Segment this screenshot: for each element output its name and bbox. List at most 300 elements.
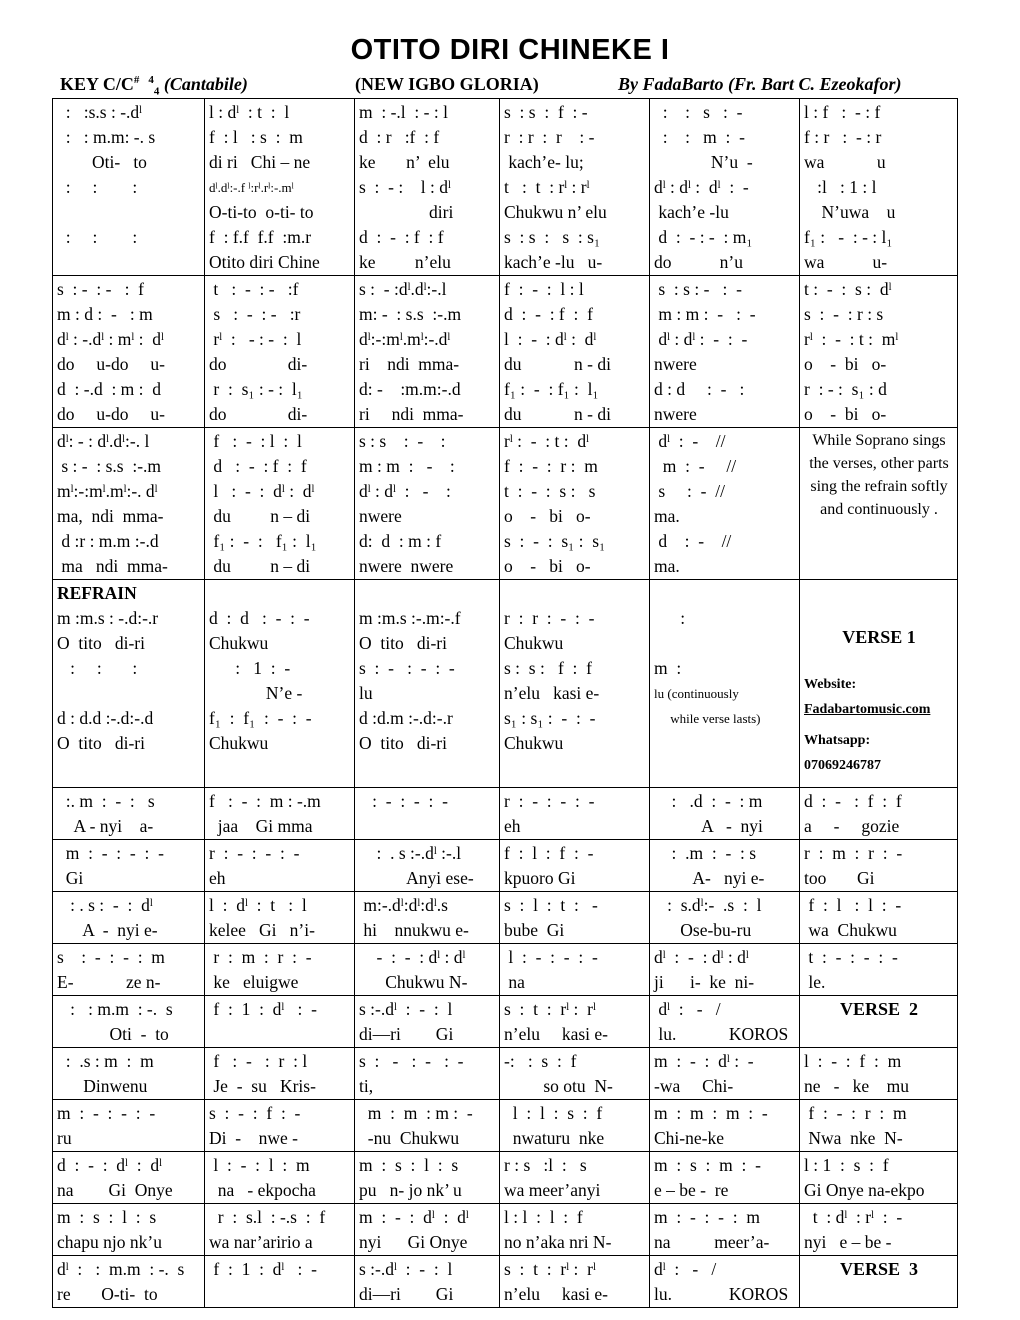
cell-line: m : s : l : s [57, 1207, 157, 1227]
cell-line [804, 1282, 954, 1307]
cell-line: na [504, 972, 525, 992]
verse-label: VERSE 3 [839, 1259, 919, 1279]
cell-line: O-ti-to o-ti- to [209, 202, 314, 222]
score-cell [500, 996, 650, 1048]
cell-line: m: - : s.s :-.m [359, 304, 462, 324]
score-cell [355, 1048, 500, 1100]
cell-line: f : - : r : m [504, 456, 598, 476]
score-row [53, 996, 958, 1048]
cell-line: kach’e- lu; [504, 152, 584, 172]
score-cell [355, 840, 500, 892]
website-link: Fadabartomusic.com [804, 702, 931, 717]
score-cell [355, 1100, 500, 1152]
cell-line: n’elu kasi e- [504, 1024, 608, 1044]
cell-line: wa nar’aririo a [209, 1232, 313, 1252]
score-cell [800, 788, 958, 840]
cell-line: f₁ : - : - : l₁ [804, 227, 893, 247]
cell-line: : . s : - : dˡ [57, 895, 153, 915]
score-cell [650, 1256, 800, 1308]
cell-line: o - bi o- [504, 556, 591, 576]
cell-line [804, 600, 954, 625]
cell-line: s : s : f : - [504, 102, 588, 122]
cell-line [654, 731, 796, 756]
cell-line: l : 1 : s : f [804, 1155, 889, 1175]
cell-line: Nwa nke N- [804, 1128, 903, 1148]
cell-line: kpuoro Gi [504, 868, 576, 888]
score-cell [800, 1256, 958, 1308]
cell-line [804, 1022, 954, 1047]
cell-line: N’e - [209, 683, 303, 703]
cell-line: o - bi o- [804, 404, 887, 424]
cell-line: re O-ti- to [57, 1284, 158, 1304]
score-cell [650, 1100, 800, 1152]
cell-line: ti, [359, 1076, 374, 1096]
contact-info: Whatsapp: [804, 733, 871, 748]
cell-line: wa Chukwu [804, 920, 897, 940]
cell-line: l : l : l : f [504, 1207, 583, 1227]
cell-line: f : l : l : - [804, 895, 902, 915]
cell-line: O tito di-ri [359, 633, 447, 653]
score-row [53, 580, 958, 788]
refrain-label: REFRAIN [57, 583, 137, 603]
cell-line: d : - // [654, 531, 732, 551]
cell-line: m : - : - : - [57, 1103, 156, 1123]
cell-line: s : - : - : m [57, 947, 165, 967]
cell-line: dˡ : dˡ : - : - [654, 329, 748, 349]
cell-line: d : r :f : f [359, 127, 440, 147]
cell-line: m : m : m : - [654, 1103, 768, 1123]
cell-line: t : - : s : dˡ [804, 279, 892, 299]
score-cell [500, 944, 650, 996]
cell-line: l : l : s : f [504, 1103, 603, 1123]
cell-line: chapu njo nk’u [57, 1232, 162, 1252]
score-cell [355, 996, 500, 1048]
score-cell [355, 1152, 500, 1204]
cell-line: d : -.d : m : d [57, 379, 162, 399]
score-cell [500, 892, 650, 944]
score-cell [650, 944, 800, 996]
score-cell [500, 1256, 650, 1308]
cell-line: ri ndi mma- [359, 354, 460, 374]
score-row [53, 99, 958, 276]
cell-line: A - nyi [654, 816, 763, 836]
cell-line: eh [209, 868, 226, 888]
cell-line: ji i- ke ni- [654, 972, 755, 992]
score-cell [500, 99, 650, 276]
cell-line: f : l : f : - [504, 843, 594, 863]
score-cell [650, 1048, 800, 1100]
cell-line: jaa Gi mma [209, 816, 313, 836]
score-cell [650, 892, 800, 944]
cell-line: : . s :-.dˡ :-.l [359, 843, 462, 863]
cell-line: n’elu kasi e- [504, 683, 600, 703]
cell-line: d : - : dˡ : dˡ [57, 1155, 162, 1175]
cell-line: lu. KOROS [654, 1284, 789, 1304]
cell-line: dˡ : dˡ : - : [359, 481, 451, 501]
cell-line: f : 1 : dˡ : - [209, 999, 317, 1019]
cell-line: ke eluigwe [209, 972, 299, 992]
score-cell [650, 99, 800, 276]
cell-line: f : 1 : dˡ : - [209, 1259, 317, 1279]
score-cell [500, 840, 650, 892]
verse-label: VERSE 1 [842, 627, 916, 647]
cell-line: r : s.l : -.s : f [209, 1207, 326, 1227]
cell-line: while verse lasts) [654, 711, 761, 726]
cell-line: wa u- [804, 252, 888, 272]
score-row [53, 840, 958, 892]
cell-line: du n – di [209, 556, 311, 576]
cell-line: m : d : - : m [57, 304, 153, 324]
cell-line [209, 581, 351, 606]
cell-line: nwere nwere [359, 556, 454, 576]
cell-line: Dinwenu [57, 1076, 148, 1096]
cell-line: : : m.m : -. s [57, 999, 173, 1019]
cell-line: r : r : - : - [504, 608, 595, 628]
cell-line: nwere [359, 506, 402, 526]
cell-line: A - nyi a- [57, 816, 154, 836]
cell-line: kelee Gi n’i- [209, 920, 315, 940]
score-cell [205, 1152, 355, 1204]
cell-line: f : - : r : l [209, 1051, 308, 1071]
score-cell [800, 892, 958, 944]
cell-line: Oti - to [57, 1024, 169, 1044]
cell-line: f : - : r : m [804, 1103, 907, 1123]
contact-info: 07069246787 [804, 758, 881, 773]
time-top: 4 [148, 74, 154, 86]
score-cell [650, 840, 800, 892]
score-cell [355, 428, 500, 580]
cell-line: A - nyi e- [57, 920, 158, 940]
score-cell [800, 1048, 958, 1100]
composer-credit: By FadaBarto (Fr. Bart C. Ezeokafor) [618, 74, 902, 94]
cell-line: kach’e -lu u- [504, 252, 603, 272]
score-cell [500, 1100, 650, 1152]
cell-line: nwere [654, 354, 697, 374]
score-cell [650, 580, 800, 788]
cell-line: Di - nwe - [209, 1128, 298, 1148]
cell-line: O tito di-ri [359, 733, 447, 753]
score-cell [500, 276, 650, 428]
score-cell [355, 788, 500, 840]
score-row [53, 276, 958, 428]
cell-line: ne - ke mu [804, 1076, 909, 1096]
cell-line: dˡ : - / [654, 1259, 717, 1279]
cell-line: d: - :m.m:-.d [359, 379, 461, 399]
cell-line: lu. KOROS [654, 1024, 789, 1044]
cell-line: l : dˡ : t : l [209, 102, 290, 122]
score-cell [500, 1152, 650, 1204]
cell-line: do u-do u- [57, 404, 165, 424]
cell-line: lu [359, 683, 373, 703]
cell-line: Chukwu [504, 733, 564, 753]
score-cell [500, 1048, 650, 1100]
cell-line: s : - : - : - [359, 1051, 464, 1071]
cell-line: nyi e – be - [804, 1232, 892, 1252]
score-cell [53, 996, 205, 1048]
cell-line: Otito diri Chine [209, 252, 320, 272]
cell-line: f : - : l : l [504, 279, 584, 299]
cell-line: so otu N- [504, 1076, 613, 1096]
score-row [53, 1100, 958, 1152]
cell-line: N’uwa u [804, 202, 896, 222]
cell-line: t : dˡ : rˡ : - [804, 1207, 903, 1227]
cell-line: s : - : r : s [804, 304, 884, 324]
cell-line: m : - : dˡ : - [654, 1051, 754, 1071]
cell-line: m : s : l : s [359, 1155, 459, 1175]
score-row [53, 944, 958, 996]
contact-info: Website: [804, 677, 857, 692]
score-row [53, 1256, 958, 1308]
score-cell [53, 944, 205, 996]
score-cell [355, 276, 500, 428]
score-cell [205, 840, 355, 892]
cell-line: s :-.dˡ : - : l [359, 999, 453, 1019]
cell-line: : : m.m: -. s [57, 127, 156, 147]
cell-line: d : - : f : f [804, 791, 902, 811]
cell-line: l : - : l : m [209, 1155, 310, 1175]
cell-line: l : - : - : - [504, 947, 598, 967]
cell-line [654, 581, 796, 606]
cell-line: m : s : m : - [654, 1155, 761, 1175]
cell-line: hi nnukwu e- [359, 920, 469, 940]
cell-line: na meer’a- [654, 1232, 770, 1252]
score-row [53, 1152, 958, 1204]
cell-line: s :-.dˡ : - : l [359, 1259, 453, 1279]
cell-line: r : s₁ : - : l₁ [209, 379, 303, 399]
score-cell [800, 428, 958, 580]
cell-line: m : - : - : m [654, 1207, 760, 1227]
cell-line: ke n’elu [359, 252, 451, 272]
cell-line: Chukwu [209, 733, 269, 753]
cell-line: s : - : f : - [209, 1103, 301, 1123]
cell-line: nwaturu nke [504, 1128, 605, 1148]
cell-line: s : l : t : - [504, 895, 598, 915]
cell-line: : : m : - [654, 127, 745, 147]
cell-line: a - gozie [804, 816, 900, 836]
cell-line [57, 681, 201, 706]
cell-line: s : s : - : [359, 431, 446, 451]
cell-line: dˡ : : m.m : -. s [57, 1259, 185, 1279]
cell-line: s : - : l : dˡ [359, 177, 451, 197]
cell-line: s : - : s₁ : s₁ [504, 531, 606, 551]
cell-line: dˡ:-:mˡ.mˡ:-.dˡ [359, 329, 451, 349]
cell-line: dˡ : -.dˡ : mˡ : dˡ [57, 329, 164, 349]
cell-line: t : - : s : s [504, 481, 596, 501]
cell-line: do u-do u- [57, 354, 165, 374]
cell-line: d : - : f : f [209, 456, 307, 476]
cell-line: du n – di [209, 506, 311, 526]
cell-line [209, 1022, 351, 1047]
time-bottom: 4 [153, 85, 160, 98]
cell-line: e – be - re [654, 1180, 729, 1200]
cell-line: : .d : - : m [654, 791, 763, 811]
cell-line: d : - : f : f [504, 304, 593, 324]
cell-line: O tito di-ri [57, 733, 145, 753]
cell-line: ri ndi mma- [359, 404, 464, 424]
cell-line: di ri Chi – ne [209, 152, 311, 172]
cell-line: s : - : - : f [57, 279, 145, 299]
score-cell [650, 1152, 800, 1204]
cell-line: ma. [654, 556, 680, 576]
cell-line: f₁ : f₁ : - : - [209, 708, 312, 728]
score-cell [53, 580, 205, 788]
cell-line: na - ekpocha [209, 1180, 316, 1200]
cell-line: s : s : - : - [654, 279, 742, 299]
score-cell [205, 788, 355, 840]
cell-line: do di- [209, 354, 308, 374]
cell-line: dˡ: - : dˡ.dˡ:-. l [57, 431, 150, 451]
cell-line: E- ze n- [57, 972, 161, 992]
cell-line: t : - : - : - [804, 947, 898, 967]
cell-line: nyi Gi Onye [359, 1232, 468, 1252]
performance-note: While Soprano sings the verses, other parts sing the refrain softly and continuously . [809, 432, 949, 518]
score-cell [205, 1204, 355, 1256]
score-cell [650, 788, 800, 840]
cell-line: eh [504, 816, 521, 836]
score-cell [205, 276, 355, 428]
cell-line: d :d.m :-.d:-.r [359, 708, 453, 728]
cell-line: :l : 1 : l [804, 177, 877, 197]
score-cell [355, 1256, 500, 1308]
score-cell [650, 996, 800, 1048]
cell-line: d: d : m : f [359, 531, 442, 551]
cell-line: rˡ : - : t : dˡ [504, 431, 590, 451]
cell-line: N’u - [654, 152, 753, 172]
tonic-solfa-score [52, 98, 958, 1308]
cell-line: m:-.dˡ:dˡ:dˡ.s [359, 895, 448, 915]
cell-line: dˡ : - : dˡ : dˡ [654, 947, 749, 967]
cell-line: Gi [57, 868, 84, 888]
cell-line: d : - : - : m₁ [654, 227, 753, 247]
cell-line: diri [359, 202, 454, 222]
cell-line: na Gi Onye [57, 1180, 173, 1200]
cell-line [359, 581, 496, 606]
cell-line: do di- [209, 404, 308, 424]
score-cell [500, 1204, 650, 1256]
cell-line: m : - // [654, 456, 737, 476]
key-signature [60, 74, 248, 98]
cell-line: m :m.s : -.d:-.r [57, 608, 159, 628]
score-cell [205, 580, 355, 788]
score-cell [355, 944, 500, 996]
key-label: KEY C/C [60, 74, 134, 94]
cell-line: s : - :dˡ.dˡ:-.l [359, 279, 447, 299]
score-cell [800, 276, 958, 428]
cell-line: no n’aka nri N- [504, 1232, 612, 1252]
cell-line: m : m : - : [359, 456, 455, 476]
score-cell [205, 1256, 355, 1308]
cell-line: r : - : s₁ : d [804, 379, 887, 399]
cell-line: f : f.f f.f :m.r [209, 227, 312, 247]
score-cell [53, 1048, 205, 1100]
cell-line: l : - : f : m [804, 1051, 902, 1071]
cell-line: Anyi ese- [359, 868, 474, 888]
cell-line: d : d : - : [654, 379, 745, 399]
cell-line: : : : [57, 177, 138, 197]
score-cell [53, 788, 205, 840]
score-cell [800, 1100, 958, 1152]
score-cell [53, 1100, 205, 1152]
cell-line: : : : [57, 227, 138, 247]
score-cell [500, 580, 650, 788]
cell-line: m : -.l : - : l [359, 102, 448, 122]
cell-line: l : - : dˡ : dˡ [209, 481, 315, 501]
cell-line: s : - : - : - [359, 658, 455, 678]
cell-line: O tito di-ri [57, 633, 145, 653]
cell-line [209, 1282, 351, 1307]
cell-line: : 1 : - [209, 658, 291, 678]
cell-line: Je - su Kris- [209, 1076, 316, 1096]
cell-line: rˡ : - : - : l [209, 329, 302, 349]
cell-line: rˡ : - : t : mˡ [804, 329, 899, 349]
cell-line: s : s : s : s₁ [504, 227, 601, 247]
cell-line [504, 581, 646, 606]
cell-line: Oti- to [57, 152, 147, 172]
cell-line: Chukwu N- [359, 972, 468, 992]
cell-line: r : - : - : - [209, 843, 300, 863]
score-row [53, 428, 958, 580]
score-cell [53, 99, 205, 276]
cell-line: : - : - : - [359, 791, 448, 811]
cell-line: m : m : - : - [654, 304, 756, 324]
score-cell [355, 99, 500, 276]
cell-line: r : - : - : - [504, 791, 595, 811]
score-cell [53, 276, 205, 428]
score-cell [800, 1152, 958, 1204]
score-cell [800, 944, 958, 996]
cell-line: lu (continuously [654, 686, 739, 701]
cell-line: : s.dˡ:- .s : l [654, 895, 762, 915]
cell-line: ma ndi mma- [57, 556, 168, 576]
tempo-marking: (Cantabile) [163, 74, 248, 94]
cell-line: s₁ : s₁ : - : - [504, 708, 596, 728]
cell-line: s : - // [654, 481, 725, 501]
score-cell [53, 840, 205, 892]
score-cell [800, 840, 958, 892]
cell-line: r : r : r : - [504, 127, 595, 147]
cell-line: f : - : m : -.m [209, 791, 321, 811]
cell-line: do n’u [654, 252, 743, 272]
cell-line: ke n’ elu [359, 152, 450, 172]
cell-line: Chukwu [209, 633, 269, 653]
cell-line [359, 814, 496, 839]
cell-line: : .s : m : m [57, 1051, 154, 1071]
cell-line: Ose-bu-ru [654, 920, 752, 940]
cell-line: o - bi o- [504, 506, 591, 526]
score-cell [650, 276, 800, 428]
cell-line: r : m : r : - [209, 947, 312, 967]
cell-line: Gi Onye na-ekpo [804, 1180, 925, 1200]
cell-line: pu n- jo nk’ u [359, 1180, 462, 1200]
key-sharp: # [133, 74, 140, 86]
cell-line: m : - : dˡ : dˡ [359, 1207, 469, 1227]
cell-line: r : s :l : s [504, 1155, 587, 1175]
cell-line: ma, ndi mma- [57, 506, 164, 526]
cell-line: ru [57, 1128, 72, 1148]
cell-line: Chukwu [504, 633, 564, 653]
cell-line: d : d.d :-.d:-.d [57, 708, 154, 728]
score-cell [800, 580, 958, 788]
cell-line: nwere [654, 404, 697, 424]
score-cell [53, 1256, 205, 1308]
cell-line: dˡ : - // [654, 431, 726, 451]
cell-line: du n - di [504, 404, 611, 424]
cell-line: n’elu kasi e- [504, 1284, 608, 1304]
cell-line [57, 200, 201, 225]
cell-line: : : s : - [654, 102, 743, 122]
score-cell [500, 788, 650, 840]
cell-line: l : dˡ : t : l [209, 895, 307, 915]
